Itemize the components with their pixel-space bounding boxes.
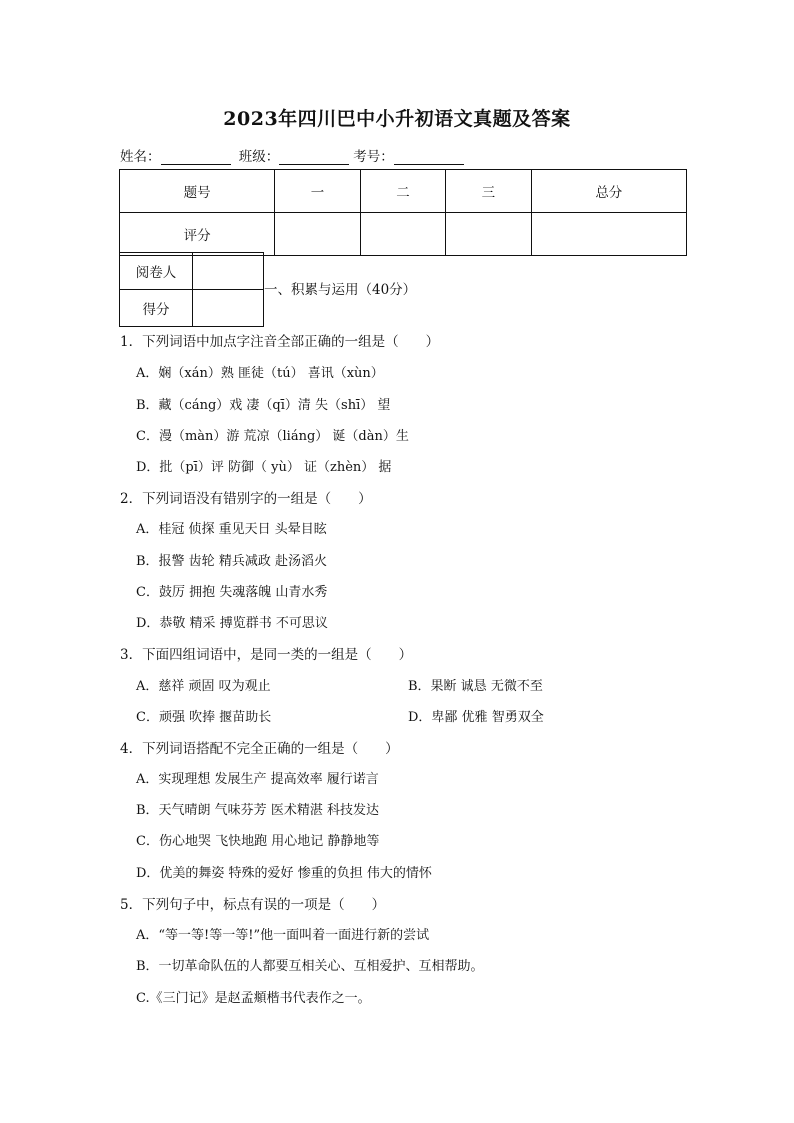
question-3-stem: 3．下面四组词语中，是同一类的一组是（ ） (120, 647, 413, 663)
question-4-option-a: A．实现理想 发展生产 提高效率 履行诺言 (136, 772, 379, 787)
question-4-stem: 4．下列词语搭配不完全正确的一组是（ ） (120, 741, 399, 757)
question-2-option-d: D．恭敬 精采 搏览群书 不可思议 (136, 616, 328, 631)
question-3-option-c: C．顽强 吹捧 揠苗助长 (136, 710, 272, 725)
name-blank[interactable] (161, 150, 231, 165)
score-table (119, 169, 687, 256)
score-table-score-row (120, 213, 687, 256)
question-3-option-a: A．慈祥 顽固 叹为观止 (136, 679, 271, 694)
section-score-cell[interactable] (193, 290, 264, 327)
class-label: 班级： (238, 149, 280, 165)
question-1-option-a: A．娴（xán）熟 匪徒（tú） 喜讯（xùn） (136, 366, 384, 381)
question-1-stem: 1．下列词语中加点字注音全部正确的一组是（ ） (120, 334, 440, 350)
question-1-option-b: B．藏（cáng）戏 凄（qī）清 失（shī） 望 (136, 398, 391, 413)
name-label: 姓名： (120, 149, 161, 165)
question-2-stem: 2．下列词语没有错别字的一组是（ ） (120, 491, 372, 507)
header-part-1: 一 (275, 170, 360, 213)
question-4-option-d: D．优美的舞姿 特殊的爱好 惨重的负担 伟大的情怀 (136, 866, 432, 881)
question-3-option-b: B．果断 诚恳 无微不至 (408, 679, 543, 694)
section-score-row (120, 290, 264, 327)
question-4-option-c: C．伤心地哭 飞快地跑 用心地记 静静地等 (136, 834, 380, 849)
reviewer-cell[interactable] (193, 253, 264, 290)
exam-number-blank[interactable] (394, 150, 464, 165)
score-cell-part-3[interactable] (446, 213, 531, 256)
question-2-option-c: C．鼓厉 拥抱 失魂落魄 山青水秀 (136, 585, 328, 600)
section-heading-1: 一、积累与运用（40分） (264, 282, 417, 298)
question-5-option-b: B．一切革命队伍的人都要互相关心、互相爱护、互相帮助。 (136, 959, 484, 974)
score-cell-total[interactable] (531, 213, 686, 256)
question-2-option-a: A．桂冠 侦探 重见天日 头晕目眩 (136, 522, 327, 537)
page-title: 2023年四川巴中小升初语文真题及答案 (223, 108, 571, 130)
question-5-option-a: A．“等一等!等一等!”他一面叫着一面进行新的尝试 (136, 928, 430, 943)
header-question-number: 题号 (120, 170, 275, 213)
question-5-stem: 5．下列句子中，标点有误的一项是（ ） (120, 897, 386, 913)
question-5-option-c: C.《三门记》是赵孟頫楷书代表作之一。 (136, 991, 371, 1006)
question-3-option-d: D．卑鄙 优雅 智勇双全 (408, 710, 544, 725)
score-row-label: 评分 (120, 213, 275, 256)
reviewer-label: 阅卷人 (120, 253, 193, 290)
reviewer-row (120, 253, 264, 290)
class-blank[interactable] (279, 150, 349, 165)
header-part-2: 二 (360, 170, 445, 213)
question-1-option-c: C．漫（màn）游 荒凉（liáng） 诞（dàn）生 (136, 429, 409, 444)
question-4-option-b: B．天气晴朗 气味芬芳 医术精湛 科技发达 (136, 803, 379, 818)
exam-number-label: 考号： (353, 149, 394, 165)
score-cell-part-1[interactable] (275, 213, 360, 256)
question-2-option-b: B．报警 齿轮 精兵减政 赴汤滔火 (136, 554, 327, 569)
score-table-header-row (120, 170, 687, 213)
reviewer-table (119, 252, 264, 327)
header-part-3: 三 (446, 170, 531, 213)
student-info-line (120, 145, 468, 165)
score-cell-part-2[interactable] (360, 213, 445, 256)
section-score-label: 得分 (120, 290, 193, 327)
header-total: 总分 (531, 170, 686, 213)
question-1-option-d: D．批（pī）评 防御（ yù） 证（zhèn） 据 (136, 460, 392, 475)
